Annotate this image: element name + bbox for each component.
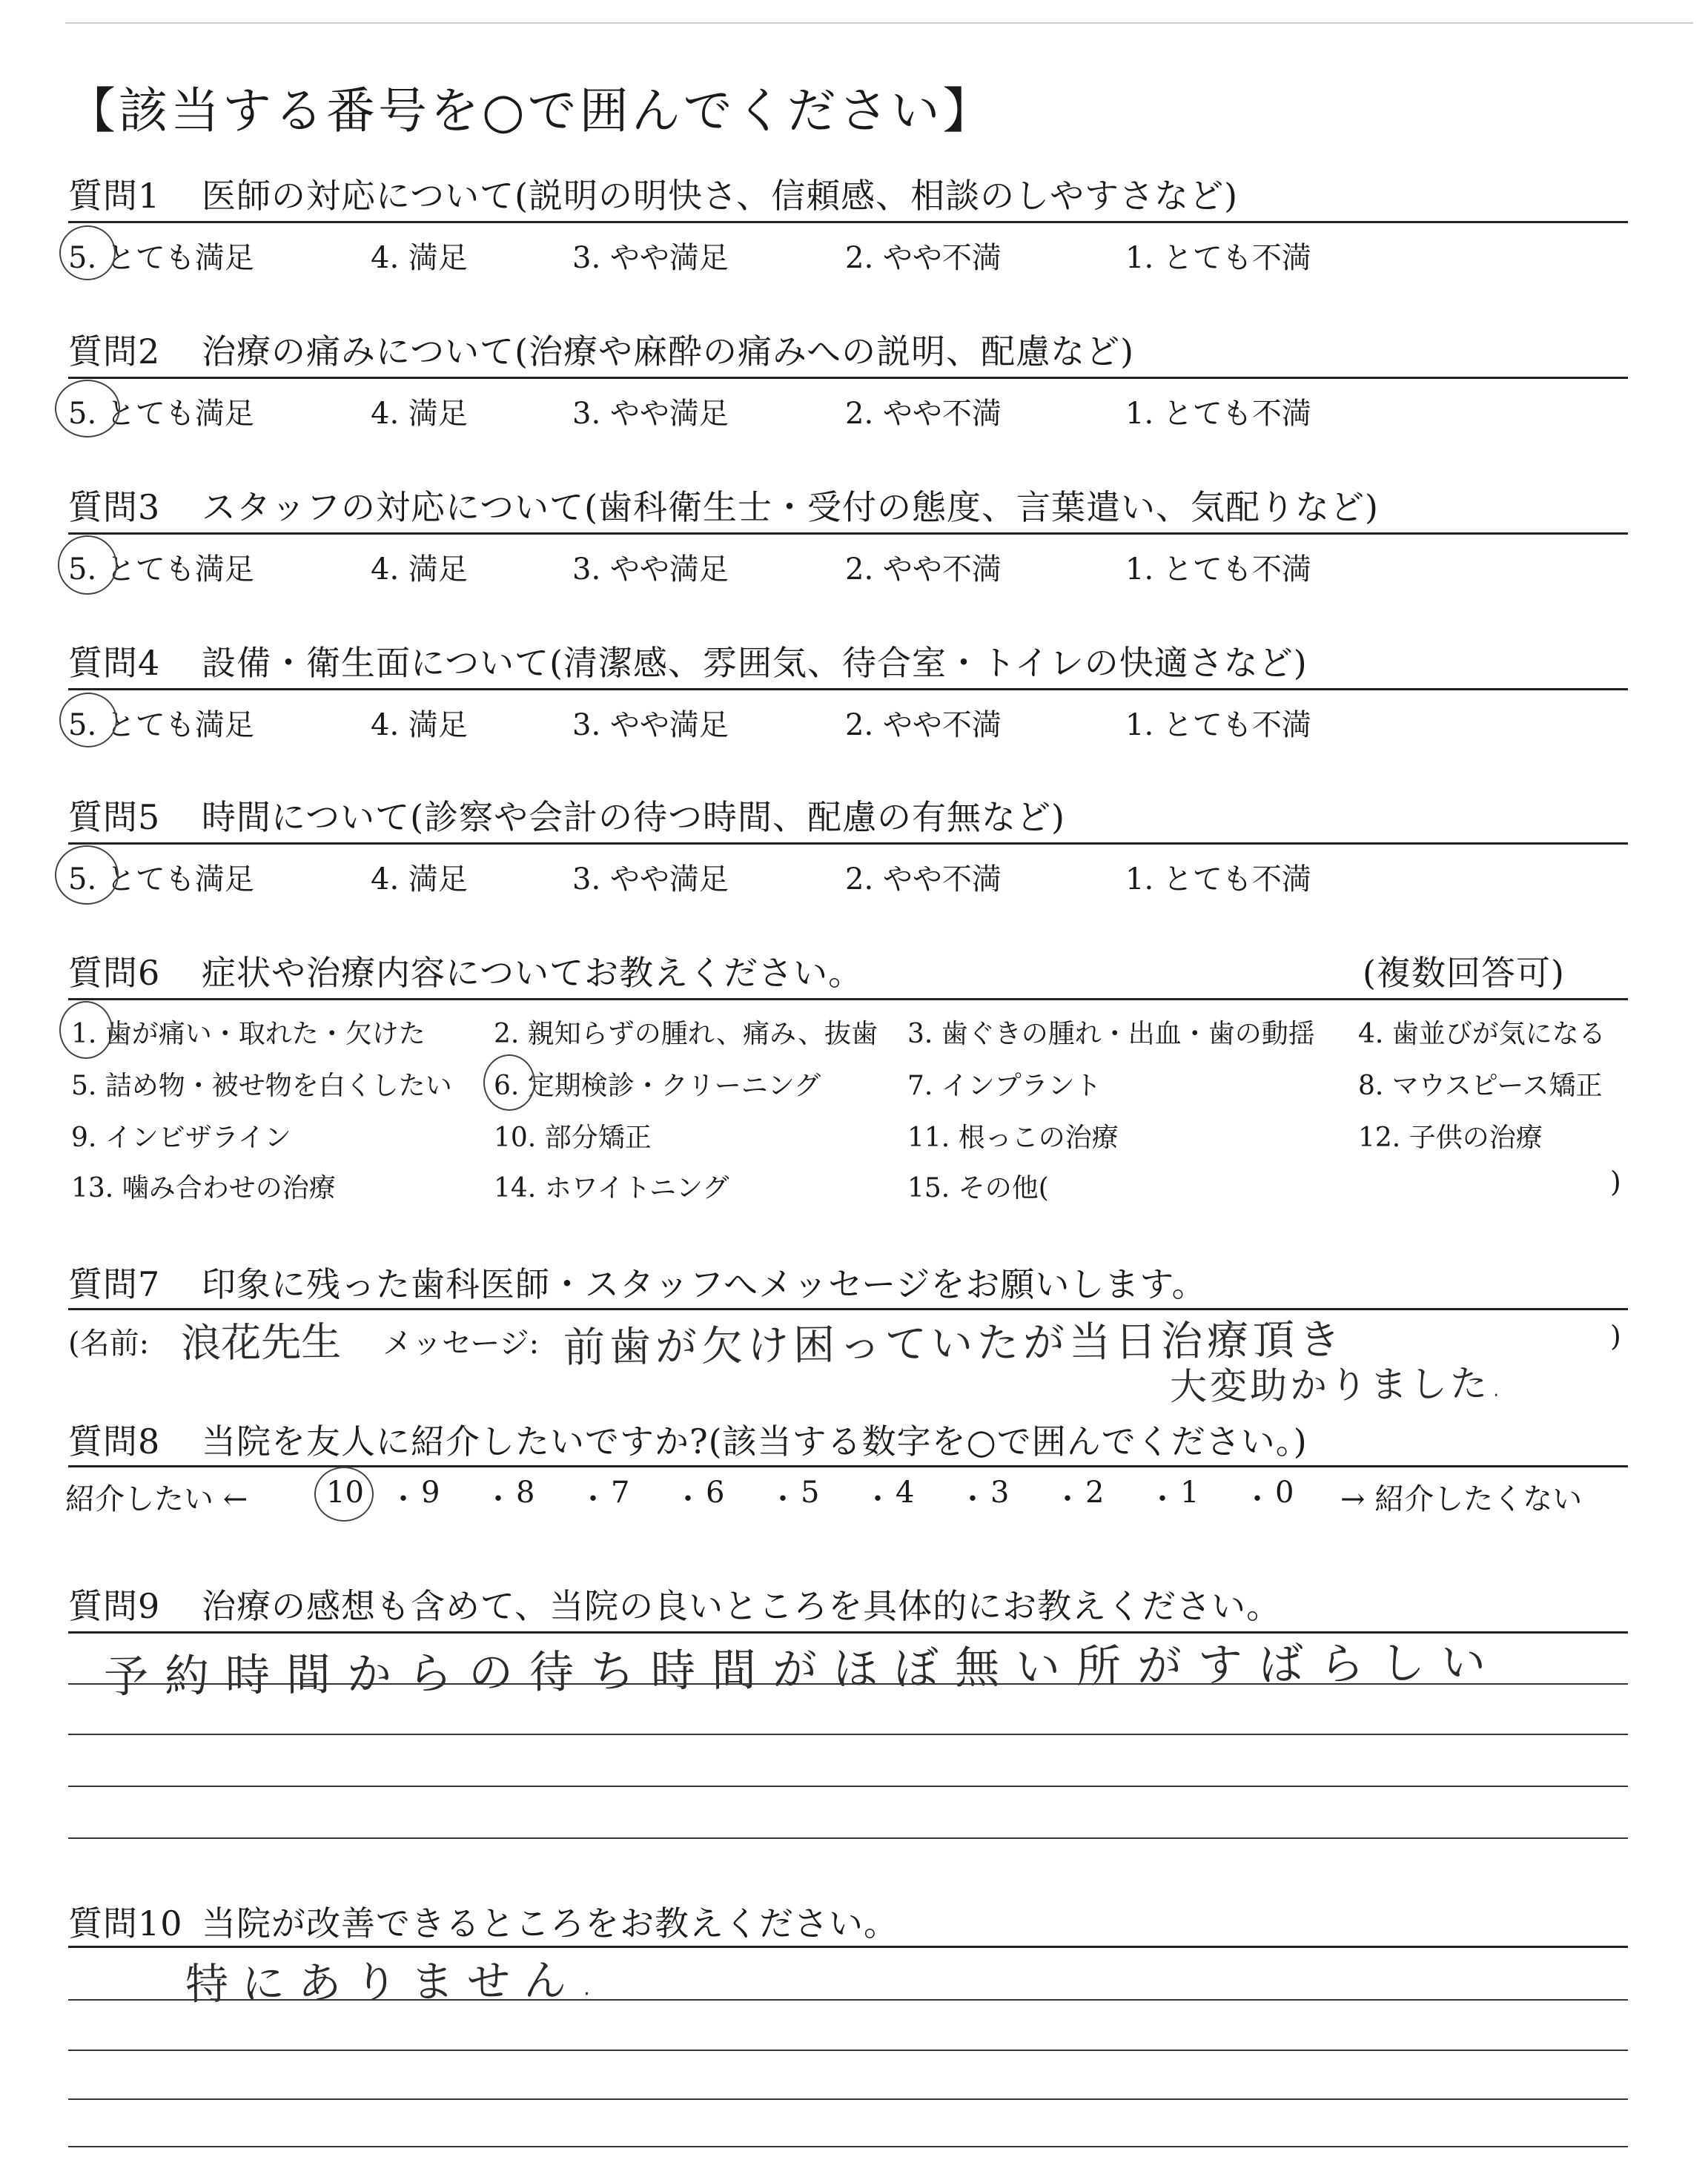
q9-write-line-1	[68, 1683, 1628, 1685]
q6-option-5[interactable]: 5. 詰め物・被せ物を白くしたい	[71, 1071, 452, 1101]
q10-write-line-1	[68, 1999, 1628, 2001]
q6-option-1[interactable]: 1. 歯が痛い・取れた・欠けた	[71, 1019, 426, 1049]
question-1	[68, 169, 1238, 218]
q8-score-separator: ・	[388, 1482, 418, 1516]
q9-write-line-3	[68, 1786, 1628, 1787]
q2-choice-3[interactable]: 3. やや満足	[572, 397, 729, 431]
q2-choice-1[interactable]: 1. とても不満	[1125, 397, 1311, 431]
question-4-rule	[68, 688, 1628, 690]
q8-score-4[interactable]: 4	[896, 1476, 915, 1510]
q9-answer[interactable]: 予約時間からの待ち時間がほぼ無い所がすばらしい	[103, 1636, 1503, 1703]
q5-choice-5[interactable]: 5. とても満足	[68, 862, 254, 896]
q8-score-8[interactable]: 8	[516, 1476, 535, 1510]
q1-choice-4[interactable]: 4. 満足	[371, 241, 468, 275]
q6-option-15[interactable]: 15. その他(	[907, 1173, 1049, 1203]
question-3-rule	[68, 532, 1628, 535]
q3-choice-2[interactable]: 2. やや不満	[845, 552, 1002, 587]
q8-left-label: 紹介したい ←	[65, 1482, 248, 1516]
q10-write-line-2	[68, 2050, 1628, 2051]
question-6-number: 質問6	[68, 953, 161, 993]
q8-score-1[interactable]: 1	[1180, 1476, 1199, 1510]
q3-choice-5[interactable]: 5. とても満足	[68, 552, 254, 587]
question-1-number: 質問1	[68, 176, 161, 216]
q4-choice-4[interactable]: 4. 満足	[371, 708, 468, 742]
page-top-edge	[65, 22, 1693, 24]
question-9-text: 治療の感想も含めて、当院の良いところを具体的にお教えください。	[202, 1586, 1282, 1626]
q8-score-2[interactable]: 2	[1085, 1476, 1105, 1510]
q5-choice-2[interactable]: 2. やや不満	[845, 862, 1002, 896]
question-8-number: 質問8	[68, 1421, 161, 1462]
q6-option-3[interactable]: 3. 歯ぐきの腫れ・出血・歯の動揺	[907, 1019, 1315, 1049]
q4-choice-1[interactable]: 1. とても不満	[1125, 708, 1311, 742]
q8-score-10[interactable]: 10	[326, 1476, 364, 1510]
q10-answer[interactable]: 特にありません.	[185, 1955, 607, 2009]
question-7	[68, 1258, 1207, 1307]
question-3-number: 質問3	[68, 487, 161, 527]
q1-choice-1[interactable]: 1. とても不満	[1125, 241, 1311, 275]
q1-choice-5[interactable]: 5. とても満足	[68, 241, 254, 275]
q6-other-close-paren: )	[1610, 1166, 1621, 1198]
question-10-number: 質問10	[68, 1903, 183, 1943]
q7-name-label: (名前:	[68, 1327, 150, 1361]
q3-choice-1[interactable]: 1. とても不満	[1125, 552, 1311, 587]
q4-choice-2[interactable]: 2. やや不満	[845, 708, 1002, 742]
q6-option-8[interactable]: 8. マウスピース矯正	[1358, 1071, 1603, 1101]
q2-choice-2[interactable]: 2. やや不満	[845, 397, 1002, 431]
q6-option-4[interactable]: 4. 歯並びが気になる	[1358, 1019, 1606, 1049]
q8-score-separator: ・	[768, 1482, 798, 1516]
q6-option-9[interactable]: 9. インビザライン	[71, 1123, 291, 1153]
q9-write-line-2	[68, 1734, 1628, 1735]
q7-name-value[interactable]: 浪花先生	[180, 1318, 342, 1367]
q6-option-11[interactable]: 11. 根っこの治療	[907, 1123, 1119, 1153]
question-9-number: 質問9	[68, 1586, 161, 1626]
question-5-number: 質問5	[68, 797, 161, 837]
question-8	[68, 1415, 1308, 1464]
q10-write-line-3	[68, 2098, 1628, 2100]
q8-score-3[interactable]: 3	[990, 1476, 1010, 1510]
q1-choice-2[interactable]: 2. やや不満	[845, 241, 1002, 275]
question-6-note: (複数回答可)	[1363, 953, 1565, 993]
q2-choice-4[interactable]: 4. 満足	[371, 397, 468, 431]
q4-choice-5[interactable]: 5. とても満足	[68, 708, 254, 742]
question-6-rule	[68, 998, 1628, 1000]
q8-score-7[interactable]: 7	[611, 1476, 630, 1510]
q6-option-14[interactable]: 14. ホワイトニング	[494, 1173, 729, 1203]
q7-message-label: メッセージ:	[383, 1327, 540, 1361]
q2-choice-5[interactable]: 5. とても満足	[68, 397, 254, 431]
q8-score-separator: ・	[1242, 1482, 1272, 1516]
q10-write-line-4	[68, 2146, 1628, 2147]
q6-option-2[interactable]: 2. 親知らずの腫れ、痛み、抜歯	[494, 1019, 878, 1049]
question-4-number: 質問4	[68, 643, 161, 683]
question-2-text: 治療の痛みについて(治療や麻酔の痛みへの説明、配慮など)	[202, 331, 1135, 371]
q6-option-7[interactable]: 7. インプラント	[907, 1071, 1102, 1101]
q8-score-separator: ・	[578, 1482, 608, 1516]
q1-choice-3[interactable]: 3. やや満足	[572, 241, 729, 275]
question-8-text: 当院を友人に紹介したいですか?(該当する数字を○で囲んでください。)	[202, 1421, 1308, 1462]
q8-score-separator: ・	[1053, 1482, 1082, 1516]
question-1-rule	[68, 221, 1628, 223]
q5-choice-3[interactable]: 3. やや満足	[572, 862, 729, 896]
q6-option-13[interactable]: 13. 噛み合わせの治療	[71, 1173, 336, 1203]
question-4	[68, 636, 1308, 685]
question-3-text: スタッフの対応について(歯科衛生士・受付の態度、言葉遣い、気配りなど)	[202, 487, 1379, 527]
question-10-text: 当院が改善できるところをお教えください。	[202, 1903, 898, 1943]
question-6-text: 症状や治療内容についてお教えください。	[202, 953, 864, 993]
q7-message-line-2[interactable]: 大変助かりました.	[1169, 1361, 1506, 1409]
question-1-text: 医師の対応について(説明の明快さ、信頼感、相談のしやすさなど)	[202, 176, 1239, 216]
q8-score-separator: ・	[483, 1482, 513, 1516]
question-10	[68, 1897, 898, 1946]
question-2-rule	[68, 377, 1628, 379]
q8-score-separator: ・	[958, 1482, 987, 1516]
q9-write-line-4	[68, 1837, 1628, 1839]
q3-choice-4[interactable]: 4. 満足	[371, 552, 468, 587]
q8-score-separator: ・	[673, 1482, 703, 1516]
question-6	[68, 946, 863, 995]
question-5-text: 時間について(診察や会計の待つ時間、配慮の有無など)	[202, 797, 1065, 837]
question-2-number: 質問2	[68, 331, 161, 371]
q8-score-6[interactable]: 6	[706, 1476, 725, 1510]
q8-score-separator: ・	[1148, 1482, 1177, 1516]
q8-score-separator: ・	[863, 1482, 893, 1516]
question-7-number: 質問7	[68, 1264, 161, 1304]
form-title: 【該当する番号を○で囲んでください】	[67, 82, 995, 139]
question-5-rule	[68, 842, 1628, 845]
question-9	[68, 1579, 1281, 1628]
q8-score-5[interactable]: 5	[801, 1476, 820, 1510]
question-2	[68, 325, 1134, 374]
question-4-text: 設備・衛生面について(清潔感、雰囲気、待合室・トイレの快適さなど)	[202, 643, 1308, 683]
q6-option-10[interactable]: 10. 部分矯正	[494, 1123, 652, 1153]
question-5	[68, 790, 1065, 839]
q3-choice-3[interactable]: 3. やや満足	[572, 552, 729, 587]
q7-message-line-1[interactable]: 前歯が欠け困っていたが当日治療頂き	[563, 1315, 1345, 1373]
q5-choice-4[interactable]: 4. 満足	[371, 862, 468, 896]
q4-choice-3[interactable]: 3. やや満足	[572, 708, 729, 742]
question-3	[68, 480, 1379, 529]
q6-option-6[interactable]: 6. 定期検診・クリーニング	[494, 1071, 821, 1101]
q5-choice-1[interactable]: 1. とても不満	[1125, 862, 1311, 896]
q8-score-0[interactable]: 0	[1275, 1476, 1294, 1510]
q8-right-label: → 紹介したくない	[1340, 1482, 1583, 1516]
q8-score-9[interactable]: 9	[421, 1476, 440, 1510]
q6-option-12[interactable]: 12. 子供の治療	[1358, 1123, 1543, 1153]
question-7-text: 印象に残った歯科医師・スタッフへメッセージをお願いします。	[202, 1264, 1207, 1304]
q7-close-paren: )	[1610, 1320, 1621, 1353]
question-8-rule	[68, 1465, 1628, 1467]
